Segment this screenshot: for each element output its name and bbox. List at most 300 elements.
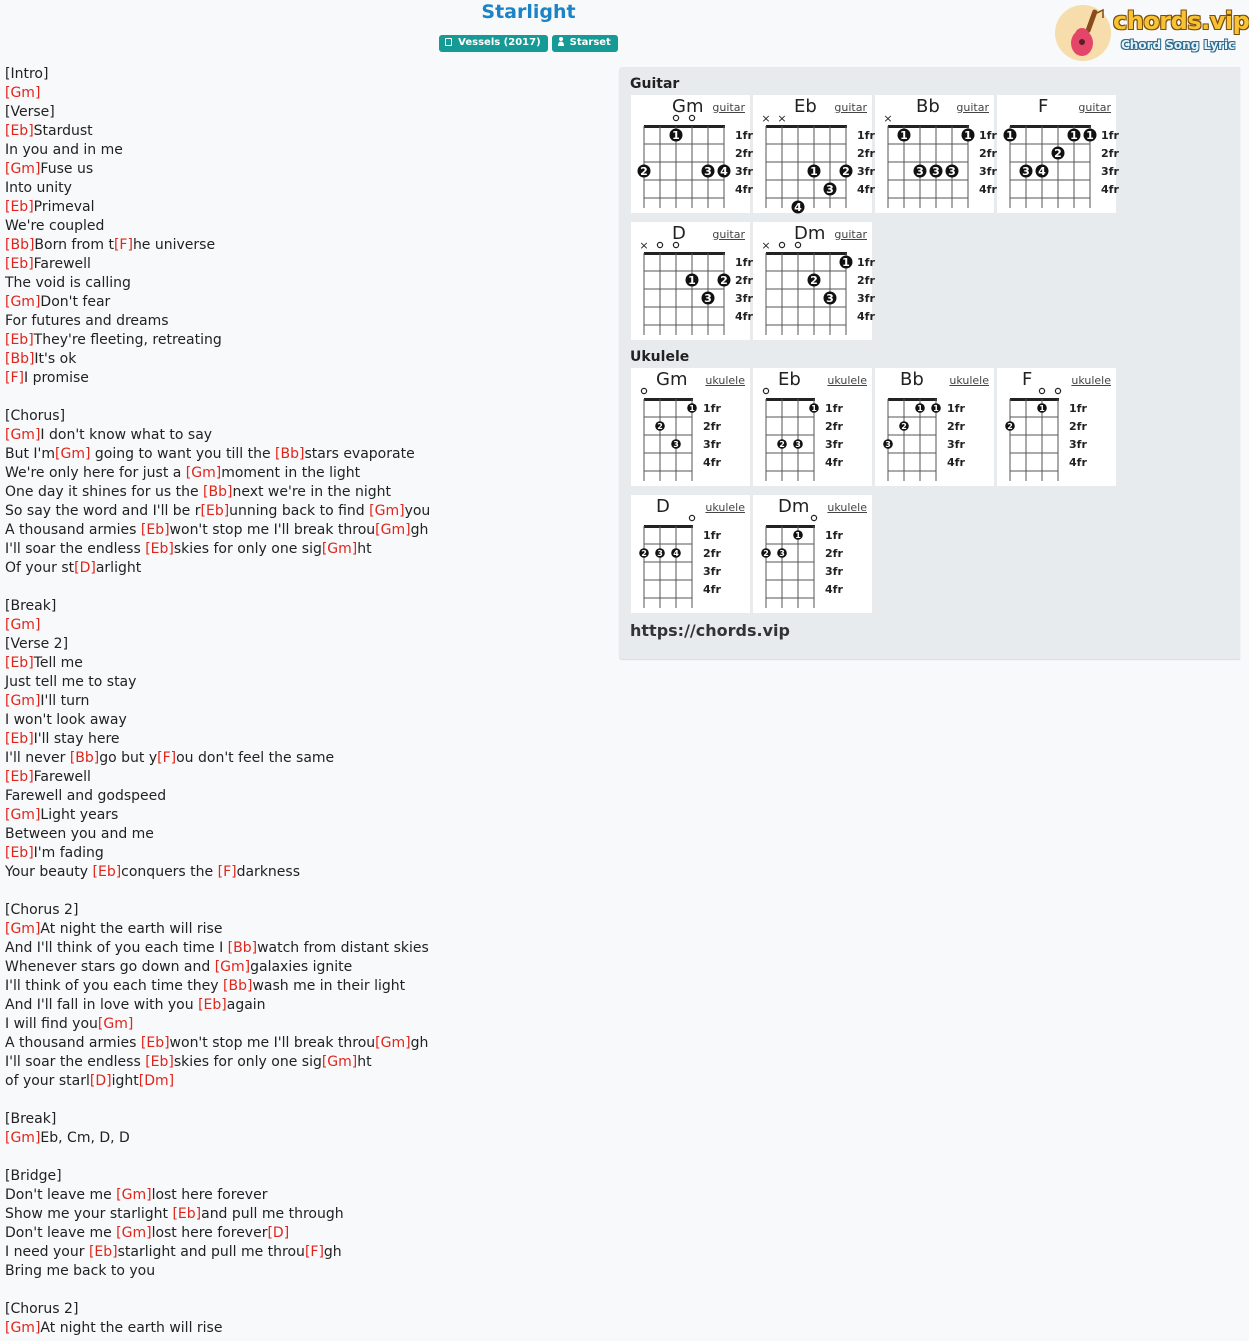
fret-label: 4fr xyxy=(825,583,843,596)
lyric-text: of your starl xyxy=(5,1073,90,1089)
chord-link[interactable]: [Eb] xyxy=(5,731,34,747)
lyric-line xyxy=(5,673,615,692)
lyric-line xyxy=(5,977,615,996)
lyric-text: A thousand armies xyxy=(5,1035,141,1051)
chord-link[interactable]: [Eb] xyxy=(200,503,230,519)
chord-link[interactable]: [Gm] xyxy=(116,1225,152,1241)
album-badge-label: Vessels (2017) xyxy=(458,37,541,48)
chord-name: Gm xyxy=(672,96,704,117)
instrument-link[interactable]: ukulele xyxy=(705,374,745,387)
lyric-line xyxy=(5,1319,615,1338)
chord-link[interactable]: [F] xyxy=(304,1244,324,1260)
chord-link[interactable]: [Eb] xyxy=(140,522,170,538)
lyric-line xyxy=(5,407,615,426)
lyric-text: In you and in me xyxy=(5,142,123,158)
chord-link[interactable]: [Bb] xyxy=(275,446,305,462)
chord-link[interactable]: [Eb] xyxy=(5,256,34,272)
lyric-text: lost here forever xyxy=(151,1187,268,1203)
chord-link[interactable]: [Gm] xyxy=(5,427,41,443)
lyric-line xyxy=(5,464,615,483)
instrument-link[interactable]: guitar xyxy=(712,228,745,241)
lyric-line xyxy=(5,787,615,806)
lyric-text: ht xyxy=(357,1054,372,1070)
lyric-text: gh xyxy=(410,522,429,538)
finger-number: 4 xyxy=(794,201,802,214)
fret-label: 1fr xyxy=(825,529,843,542)
chord-name: Eb xyxy=(778,369,801,390)
lyric-text: We're only here for just a xyxy=(5,465,186,481)
finger-number: 2 xyxy=(640,165,648,178)
lyric-text: ht xyxy=(357,541,372,557)
nut xyxy=(1010,398,1059,401)
open-string-marker xyxy=(763,388,768,393)
nut xyxy=(644,125,725,128)
lyric-text: he universe xyxy=(132,237,216,253)
chord-link[interactable]: [Gm] xyxy=(321,1054,358,1070)
lyric-line xyxy=(5,730,615,749)
lyric-text: Don't fear xyxy=(40,294,111,310)
fret-label: 4fr xyxy=(735,310,753,323)
chord-link[interactable]: [Dm] xyxy=(138,1073,175,1089)
nut xyxy=(644,252,725,255)
chord-link[interactable]: [Gm] xyxy=(5,807,41,823)
fret-spacer xyxy=(888,198,968,208)
ukulele-chord-diagram[interactable] xyxy=(631,495,750,613)
chord-link[interactable]: [Eb] xyxy=(5,199,34,215)
chord-link[interactable]: [Eb] xyxy=(92,864,122,880)
fret-spacer xyxy=(766,471,814,481)
chord-link[interactable]: [F] xyxy=(113,237,133,253)
instrument-link[interactable]: ukulele xyxy=(949,374,989,387)
lyric-line xyxy=(5,768,615,787)
guitar-chord-diagram[interactable] xyxy=(631,95,753,213)
chord-link[interactable]: [D] xyxy=(74,560,96,576)
fret-label: 4fr xyxy=(735,183,753,196)
nut xyxy=(766,398,815,401)
fretboard xyxy=(875,95,997,213)
chord-name: Eb xyxy=(794,96,817,117)
chord-link[interactable]: [Gm] xyxy=(5,1130,41,1146)
logo-badge xyxy=(1055,5,1111,61)
chord-link[interactable]: [Gm] xyxy=(5,693,41,709)
lyric-line xyxy=(5,597,615,616)
instrument-link[interactable]: guitar xyxy=(1078,101,1111,114)
lyric-text: darkness xyxy=(236,864,300,880)
finger-number: 3 xyxy=(704,165,712,178)
finger-number: 3 xyxy=(795,440,801,449)
lyric-line xyxy=(5,236,615,255)
nut xyxy=(888,125,969,128)
lyric-text: But I'm xyxy=(5,446,56,462)
finger-number: 3 xyxy=(1022,165,1030,178)
finger-number: 2 xyxy=(657,422,663,431)
fret-label: 1fr xyxy=(947,402,965,415)
ukulele-chord-diagram[interactable] xyxy=(753,495,872,613)
lyric-line xyxy=(5,84,615,103)
fret-label: 3fr xyxy=(825,565,843,578)
finger-number: 1 xyxy=(1070,129,1078,142)
fretboard xyxy=(753,368,872,486)
fret-label: 3fr xyxy=(947,438,965,451)
chord-link[interactable]: [Eb] xyxy=(5,655,34,671)
lyric-line xyxy=(5,331,615,350)
fret-label: 3fr xyxy=(857,292,875,305)
artist-badge-label: Starset xyxy=(569,37,611,48)
chord-link[interactable]: [Gm] xyxy=(369,503,405,519)
chord-link[interactable]: [Gm] xyxy=(5,294,41,310)
fret-label: 2fr xyxy=(979,147,997,160)
chord-link[interactable]: [Eb] xyxy=(145,1054,174,1070)
lyric-text: The void is calling xyxy=(5,275,131,291)
finger-number: 2 xyxy=(641,549,647,558)
lyric-line xyxy=(5,312,615,331)
finger-number: 2 xyxy=(810,274,818,287)
lyric-text: Into unity xyxy=(5,180,72,196)
chord-link[interactable]: [F] xyxy=(5,370,24,386)
chord-name: Bb xyxy=(900,369,924,390)
fret-label: 4fr xyxy=(1101,183,1119,196)
finger-number: 1 xyxy=(1006,129,1014,142)
fret-spacer xyxy=(644,325,724,335)
lyric-text: It's ok xyxy=(34,351,77,367)
lyric-line xyxy=(5,749,615,768)
lyric-text: I don't know what to say xyxy=(40,427,213,443)
lyric-line xyxy=(5,1262,615,1281)
lyric-line xyxy=(5,274,615,293)
chord-link[interactable]: [Eb] xyxy=(5,123,34,139)
lyric-text: wash me in their light xyxy=(252,978,406,994)
instrument-link[interactable]: ukulele xyxy=(827,501,867,514)
open-string-marker xyxy=(1055,388,1060,393)
finger-number: 1 xyxy=(811,404,817,413)
fretboard xyxy=(753,495,872,613)
guitar-chord-diagram[interactable] xyxy=(753,222,875,340)
fretboard xyxy=(631,222,753,340)
fret-label: 2fr xyxy=(857,274,875,287)
lyric-text: I'm fading xyxy=(33,845,104,861)
chord-link[interactable]: [Gm] xyxy=(116,1187,152,1203)
nut xyxy=(644,398,693,401)
lyric-line xyxy=(5,1129,615,1148)
lyric-text: Farewell and godspeed xyxy=(5,788,167,804)
lyric-line xyxy=(5,1148,615,1167)
lyric-text: Born from t xyxy=(34,237,114,253)
chord-link[interactable]: [Gm] xyxy=(97,1016,134,1032)
fret-label: 2fr xyxy=(857,147,875,160)
fret-label: 2fr xyxy=(825,547,843,560)
lyric-line xyxy=(5,901,615,920)
lyric-line xyxy=(5,540,615,559)
open-string-marker xyxy=(673,115,678,120)
site-logo[interactable] xyxy=(1053,3,1249,63)
lyric-text: go but y xyxy=(99,750,158,766)
finger-number: 3 xyxy=(657,549,663,558)
lyric-text: Farewell xyxy=(33,769,91,785)
chord-link[interactable]: [F] xyxy=(217,864,237,880)
ukulele-chord-diagram[interactable] xyxy=(631,368,750,486)
lyric-text: Of your st xyxy=(5,560,75,576)
lyric-line xyxy=(5,1110,615,1129)
nut xyxy=(888,398,937,401)
fret-label: 4fr xyxy=(947,456,965,469)
fret-spacer xyxy=(1010,198,1090,208)
instrument-link[interactable]: guitar xyxy=(712,101,745,114)
lyric-text: won't stop me I'll break throu xyxy=(169,522,376,538)
ukulele-chord-diagram[interactable] xyxy=(753,368,872,486)
fret-spacer xyxy=(1010,471,1058,481)
lyric-text: watch from distant skies xyxy=(257,940,429,956)
book-icon xyxy=(445,38,452,46)
lyric-text: conquers the xyxy=(121,864,218,880)
chord-link[interactable]: [F] xyxy=(157,750,177,766)
fret-label: 3fr xyxy=(1069,438,1087,451)
chord-link[interactable]: [Eb] xyxy=(145,541,174,557)
lyric-line xyxy=(5,996,615,1015)
site-url[interactable]: https://chords.vip xyxy=(630,621,790,640)
finger-number: 3 xyxy=(885,440,891,449)
lyric-line xyxy=(5,1186,615,1205)
chord-link[interactable]: [Gm] xyxy=(5,85,41,101)
lyric-text: ight xyxy=(111,1073,139,1089)
fret-label: 3fr xyxy=(1101,165,1119,178)
fretboard xyxy=(631,95,753,213)
chord-link[interactable]: [Gm] xyxy=(5,1320,41,1336)
chord-link[interactable]: [Bb] xyxy=(5,237,35,253)
fret-spacer xyxy=(644,471,692,481)
lyric-text: So say the word and I'll be r xyxy=(5,503,201,519)
chord-name: F xyxy=(1038,96,1049,117)
fret-label: 3fr xyxy=(703,438,721,451)
song-badges xyxy=(0,35,1057,52)
fret-label: 2fr xyxy=(825,420,843,433)
ukulele-chord-diagram[interactable] xyxy=(997,368,1116,486)
muted-string-marker: × xyxy=(761,112,771,125)
fret-spacer xyxy=(766,325,846,335)
lyric-line xyxy=(5,882,615,901)
lyric-text: Show me your starlight xyxy=(5,1206,173,1222)
chord-link[interactable]: [Eb] xyxy=(198,997,227,1013)
lyric-line xyxy=(5,1053,615,1072)
instrument-link[interactable]: guitar xyxy=(834,101,867,114)
lyric-line xyxy=(5,122,615,141)
finger-number: 2 xyxy=(901,422,907,431)
fret-spacer xyxy=(888,471,936,481)
fret-label: 2fr xyxy=(947,420,965,433)
finger-number: 1 xyxy=(1086,129,1094,142)
lyric-text: Bring me back to you xyxy=(5,1263,156,1279)
lyric-text: Just tell me to stay xyxy=(5,674,137,690)
lyric-text: We're coupled xyxy=(5,218,105,234)
open-string-marker xyxy=(1039,388,1044,393)
finger-number: 2 xyxy=(842,165,850,178)
lyric-line xyxy=(5,1300,615,1319)
lyric-text: won't stop me I'll break throu xyxy=(169,1035,376,1051)
ukulele-section-title: Ukulele xyxy=(630,349,690,365)
lyric-line xyxy=(5,65,615,84)
chord-link[interactable]: [Gm] xyxy=(185,465,222,481)
chord-link[interactable]: [Gm] xyxy=(5,921,41,937)
chord-name: D xyxy=(672,223,686,244)
lyric-line xyxy=(5,559,615,578)
lyric-text: gh xyxy=(323,1244,342,1260)
nut xyxy=(644,525,693,528)
lyric-line xyxy=(5,825,615,844)
fret-label: 3fr xyxy=(703,565,721,578)
chord-link[interactable]: [Bb] xyxy=(227,940,258,956)
lyric-text: Don't leave me xyxy=(5,1225,117,1241)
fretboard xyxy=(631,495,750,613)
lyrics-body xyxy=(5,65,615,1338)
chord-link[interactable]: [Gm] xyxy=(375,1035,411,1051)
lyric-text: Between you and me xyxy=(5,826,154,842)
nut xyxy=(1010,125,1091,128)
ukulele-chord-diagram[interactable] xyxy=(875,368,994,486)
lyric-line xyxy=(5,1243,615,1262)
lyric-text: And I'll think of you each time I xyxy=(5,940,228,956)
fret-label: 2fr xyxy=(1101,147,1119,160)
guitar-chord-diagram[interactable] xyxy=(997,95,1119,213)
lyric-text: Primeval xyxy=(33,199,95,215)
lyric-text: At night the earth will rise xyxy=(40,1320,223,1336)
muted-string-marker: × xyxy=(639,239,649,252)
instrument-link[interactable]: ukulele xyxy=(705,501,745,514)
fret-label: 1fr xyxy=(1069,402,1087,415)
chord-link[interactable]: [Eb] xyxy=(5,769,34,785)
guitar-section-title: Guitar xyxy=(630,76,680,92)
lyric-text: again xyxy=(226,997,266,1013)
finger-number: 1 xyxy=(1039,404,1045,413)
finger-number: 1 xyxy=(672,129,680,142)
chord-link[interactable]: [Eb] xyxy=(172,1206,202,1222)
finger-number: 3 xyxy=(826,292,834,305)
fret-label: 3fr xyxy=(825,438,843,451)
instrument-link[interactable]: guitar xyxy=(834,228,867,241)
nut xyxy=(766,125,847,128)
chord-link[interactable]: [Bb] xyxy=(203,484,233,500)
fretboard xyxy=(875,368,994,486)
album-badge[interactable] xyxy=(439,35,548,52)
chord-link[interactable]: [Gm] xyxy=(5,617,41,633)
fret-label: 2fr xyxy=(1069,420,1087,433)
lyric-line xyxy=(5,483,615,502)
lyric-line xyxy=(5,217,615,236)
finger-number: 1 xyxy=(917,404,923,413)
chord-link[interactable]: [Gm] xyxy=(214,959,251,975)
lyric-text: I'll soar the endless xyxy=(5,1054,146,1070)
finger-number: 1 xyxy=(688,274,696,287)
lyric-text: I'll soar the endless xyxy=(5,541,146,557)
finger-number: 3 xyxy=(673,440,679,449)
lyric-text: One day it shines for us the xyxy=(5,484,204,500)
lyric-line xyxy=(5,179,615,198)
lyric-text: lost here forever xyxy=(151,1225,268,1241)
lyric-line xyxy=(5,1205,615,1224)
chord-link[interactable]: [D] xyxy=(89,1073,112,1089)
chord-link[interactable]: [Gm] xyxy=(321,541,358,557)
chord-link[interactable]: [Eb] xyxy=(140,1035,170,1051)
fret-label: 2fr xyxy=(703,547,721,560)
finger-number: 3 xyxy=(704,292,712,305)
guitar-chord-diagram[interactable] xyxy=(631,222,753,340)
instrument-link[interactable]: ukulele xyxy=(827,374,867,387)
muted-string-marker: × xyxy=(761,239,771,252)
fretboard xyxy=(997,368,1116,486)
fret-label: 1fr xyxy=(735,256,753,269)
fret-label: 4fr xyxy=(857,183,875,196)
fret-label: 2fr xyxy=(735,274,753,287)
open-string-marker xyxy=(689,515,694,520)
nut xyxy=(766,525,815,528)
fret-spacer xyxy=(644,198,724,208)
fret-label: 1fr xyxy=(825,402,843,415)
lyric-text: A thousand armies xyxy=(5,522,141,538)
lyric-line xyxy=(5,939,615,958)
finger-number: 3 xyxy=(779,549,785,558)
lyric-line xyxy=(5,521,615,540)
fret-label: 3fr xyxy=(735,292,753,305)
chord-link[interactable]: [Bb] xyxy=(69,750,100,766)
finger-number: 3 xyxy=(826,183,834,196)
lyric-text: I'll stay here xyxy=(33,731,120,747)
lyric-text: [Chorus 2] xyxy=(5,902,79,918)
logo-wordmark: chords.vip xyxy=(1113,7,1249,35)
lyric-text: and pull me through xyxy=(201,1206,344,1222)
fretboard xyxy=(631,368,750,486)
lyric-line xyxy=(5,863,615,882)
artist-badge[interactable] xyxy=(552,35,618,52)
lyric-line xyxy=(5,141,615,160)
guitar-chord-diagram[interactable] xyxy=(875,95,997,213)
finger-number: 2 xyxy=(1054,147,1062,160)
chord-link[interactable]: [Gm] xyxy=(5,161,41,177)
lyric-text: At night the earth will rise xyxy=(40,921,223,937)
chord-link[interactable]: [Gm] xyxy=(375,522,411,538)
fret-spacer xyxy=(644,598,692,608)
instrument-link[interactable]: ukulele xyxy=(1071,374,1111,387)
finger-number: 2 xyxy=(779,440,785,449)
fret-label: 3fr xyxy=(979,165,997,178)
lyric-line xyxy=(5,103,615,122)
open-string-marker xyxy=(795,242,800,247)
lyric-text: [Verse] xyxy=(5,104,55,120)
chord-link[interactable]: [Eb] xyxy=(5,332,34,348)
chord-link[interactable]: [Eb] xyxy=(5,845,34,861)
chord-link[interactable]: [Bb] xyxy=(5,351,35,367)
lyric-line xyxy=(5,654,615,673)
chord-link[interactable]: [D] xyxy=(267,1225,290,1241)
lyric-text: you xyxy=(404,503,431,519)
fret-spacer xyxy=(766,198,846,208)
lyric-text: Tell me xyxy=(33,655,83,671)
chord-link[interactable]: [Eb] xyxy=(88,1244,118,1260)
lyric-line xyxy=(5,502,615,521)
instrument-link[interactable]: guitar xyxy=(956,101,989,114)
lyric-line xyxy=(5,1224,615,1243)
lyric-line xyxy=(5,958,615,977)
fret-label: 4fr xyxy=(703,456,721,469)
chord-link[interactable]: [Gm] xyxy=(55,446,91,462)
fretboard xyxy=(753,222,875,340)
lyric-text: unning back to find xyxy=(229,503,370,519)
chord-link[interactable]: [Bb] xyxy=(223,978,253,994)
lyric-text: I'll never xyxy=(5,750,70,766)
open-string-marker xyxy=(657,242,662,247)
guitar-chord-diagram[interactable] xyxy=(753,95,875,214)
open-string-marker xyxy=(641,388,646,393)
lyric-text: [Chorus 2] xyxy=(5,1301,79,1317)
lyric-text: Stardust xyxy=(33,123,93,139)
finger-number: 1 xyxy=(810,165,818,178)
